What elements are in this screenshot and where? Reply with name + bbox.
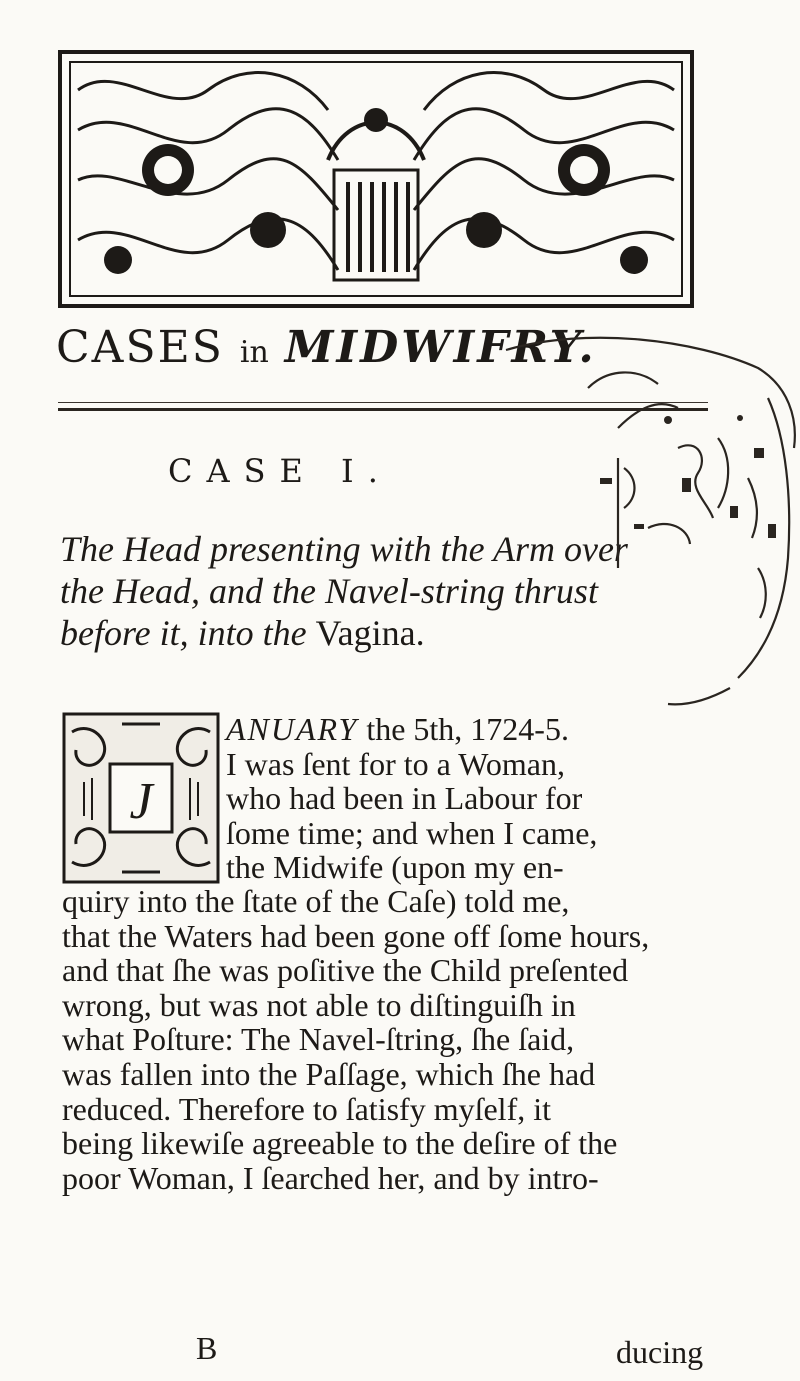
body-line: reduced. Therefore to ſatisfy myſelf, it — [62, 1090, 551, 1127]
body-line: being likewiſe agreeable to the deſire of the — [62, 1125, 618, 1162]
opening-line: I was ſent for to a Woman, — [226, 745, 565, 782]
body-text — [62, 884, 752, 1195]
opening-lines — [226, 712, 746, 885]
opening-line: the Midwife (upon my en- — [226, 849, 564, 885]
paper-damage-marks — [468, 328, 800, 708]
body-line: that the Waters had been gone off ſome hours, — [62, 917, 650, 954]
opening-line: who had been in Labour for — [226, 780, 583, 816]
signature-mark: B — [196, 1330, 218, 1366]
case-title-line: The Head presenting with the Arm over — [60, 529, 628, 569]
case-title-roman: Vagina. — [315, 613, 425, 653]
body-line: wrong, but was not able to diſtinguiſh in — [62, 986, 576, 1023]
opening-month: ANUARY — [226, 711, 359, 747]
body-line: poor Woman, I ſearched her, and by intro- — [62, 1159, 599, 1196]
running-title-in: in — [239, 335, 269, 370]
ornamental-headpiece — [58, 50, 694, 308]
initial-letter: J — [129, 773, 153, 830]
case-title-line: before it, into the — [60, 613, 307, 653]
body-line: what Poſture: The Navel-ſtring, ſhe ſaid, — [62, 1021, 575, 1058]
opening-line: ſome time; and when I came, — [226, 814, 598, 851]
body-line: was fallen into the Paſſage, which ſhe had — [62, 1055, 596, 1092]
running-title-subject: MIDWIFRY. — [284, 322, 597, 373]
opening-date: the 5th, 1724-5. — [366, 711, 569, 747]
decorated-initial — [62, 712, 220, 884]
catchword: ducing — [616, 1334, 704, 1370]
case-number: CASE I. — [168, 452, 392, 490]
body-line: quiry into the ſtate of the Caſe) told me, — [62, 883, 570, 919]
case-title-line: the Head, and the Navel-string thrust — [60, 571, 598, 611]
body-line: and that ſhe was poſitive the Child preſented — [62, 952, 629, 989]
running-title-cases: CASES — [56, 322, 224, 373]
opening-first-line — [226, 712, 746, 747]
